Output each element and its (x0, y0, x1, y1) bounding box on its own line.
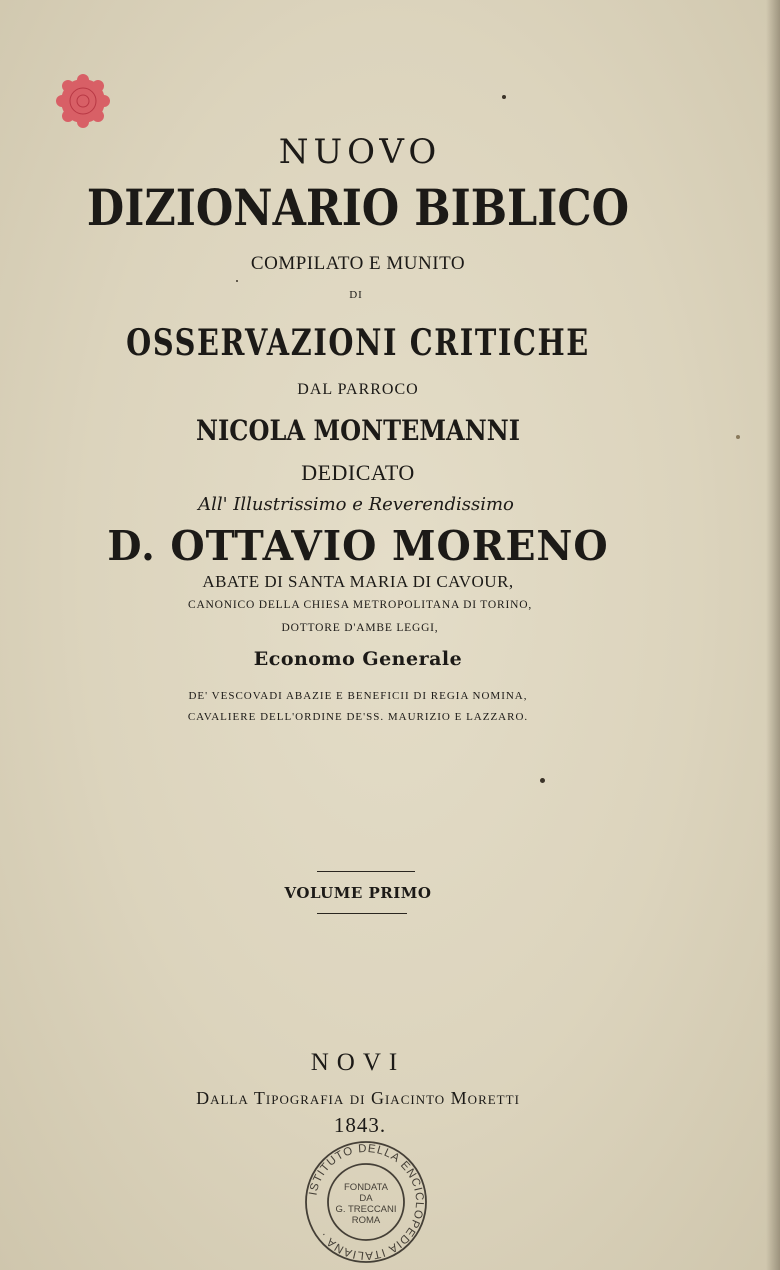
dedication-salutation: All' Illustrissimo e Reverendissimo (198, 494, 514, 515)
dedicatee-name: D. OTTAVIO MORENO (107, 522, 609, 570)
dedicatee-title-canonico: CANONICO DELLA CHIESA METROPOLITANA DI TORINO, (187, 599, 533, 611)
page-edge-shadow (766, 0, 780, 1270)
paper-speck (540, 778, 545, 783)
title-line-di: DI (349, 289, 363, 301)
volume-rule-bottom (317, 913, 407, 914)
dedicatee-title-vescovadi: DE' VESCOVADI ABAZIE E BENEFICII DI REGIA NOMINA, (188, 690, 528, 702)
title-line-dal-parroco: DAL PARROCO (297, 381, 419, 398)
dedicatee-title-abate: ABATE DI SANTA MARIA DI CAVOUR, (202, 572, 514, 591)
title-line-dizionario-biblico: DIZIONARIO BIBLICO (86, 178, 630, 237)
svg-text:ISTITUTO DELLA ENCICLOPEDIA IT: ISTITUTO DELLA ENCICLOPEDIA ITALIANA · (307, 1142, 426, 1262)
paper-speck (502, 95, 506, 99)
red-rosette-stamp-icon (54, 72, 112, 130)
dedicatee-title-dottore: DOTTORE D'AMBE LEGGI, (281, 622, 439, 634)
author-name: NICOLA MONTEMANNI (196, 414, 520, 447)
svg-text:FONDATA: FONDATA (344, 1182, 388, 1193)
title-line-osservazioni-critiche: OSSERVAZIONI CRITICHE (126, 322, 590, 364)
imprint-year: 1843. (333, 1113, 387, 1137)
svg-text:DA: DA (359, 1193, 373, 1204)
volume-rule-top (317, 871, 415, 872)
paper-speck (736, 435, 740, 439)
library-stamp-icon (302, 1138, 430, 1266)
volume-label: VOLUME PRIMO (284, 884, 432, 902)
title-line-nuovo: NUOVO (278, 132, 442, 172)
svg-text:ROMA: ROMA (351, 1215, 381, 1226)
title-line-dedicato: DEDICATO (301, 460, 415, 485)
imprint-printer: Dalla Tipografia di Giacinto Moretti (196, 1088, 520, 1108)
svg-text:G. TRECCANI: G. TRECCANI (335, 1204, 397, 1215)
paper-speck (236, 280, 238, 282)
dedicatee-title-economo: Economo Generale (253, 648, 463, 670)
title-line-compilato: COMPILATO E MUNITO (250, 253, 466, 274)
imprint-city: NOVI (310, 1049, 406, 1076)
dedicatee-title-cavaliere: CAVALIERE DELL'ORDINE DE'SS. MAURIZIO E LAZZARO. (187, 711, 529, 723)
